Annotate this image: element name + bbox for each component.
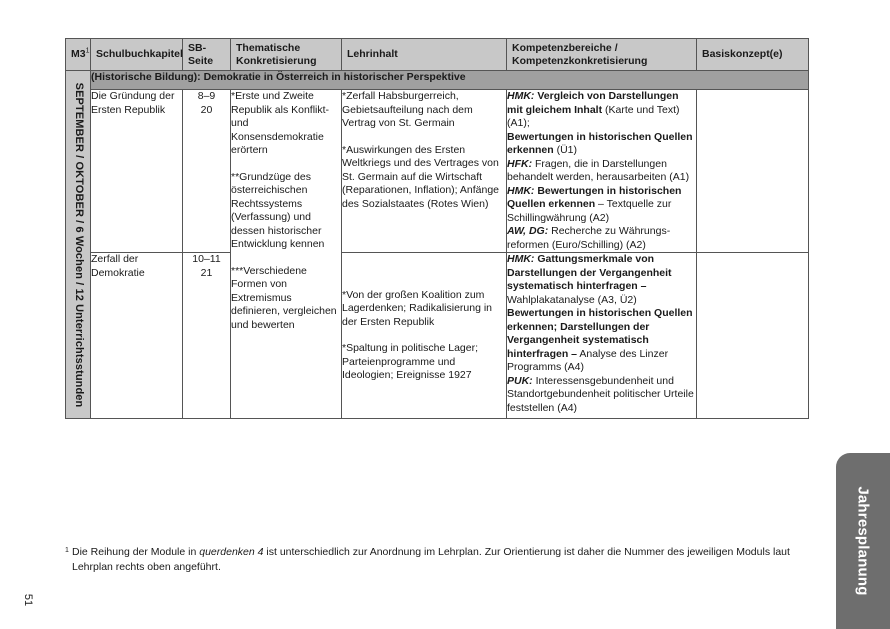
lehrinhalt-cell bbox=[342, 253, 507, 419]
kompetenz-cell bbox=[507, 253, 697, 419]
footnote-text: Die Reihung der Module in querdenken 4 ist unterschiedlich zur Anordnung im Lehrplan. Zur Orientierung ist daher die Nummer des jeweiligen Moduls laut Lehrplan rechts oben angeführt. bbox=[72, 546, 790, 573]
page-cell: 10–11 21 bbox=[183, 253, 231, 419]
kompetenz-line: HMK: Gattungsmerkmale von Darstellungen der Vergangenheit systematisch hinterfragen – Wahlplakatanalyse (A3, Ü2) bbox=[507, 253, 672, 306]
kompetenz-line: HFK: Fragen, die in Darstellungen behandelt werden, herausarbeiten (A1) bbox=[507, 157, 690, 183]
lehrinhalt-item: *Auswirkungen des Ersten Weltkriegs und des Vertrages von St. Germain auf die Wirtschaft (Reparationen, Inflation); Anfänge des Sozialstaates (Rotes Wien) bbox=[342, 143, 500, 210]
thematic-cell bbox=[231, 90, 342, 419]
footnote bbox=[65, 545, 815, 575]
header-basiskonzepte: Basiskonzept(e) bbox=[697, 39, 809, 71]
year-plan-table bbox=[65, 38, 809, 419]
kompetenz-line: Bewertungen in historischen Quellen erkennen (Ü1) bbox=[507, 130, 693, 156]
chapter-cell: Die Gründung der Ersten Republik bbox=[91, 90, 183, 253]
header-schulbuchkapitel: Schulbuchkapitel bbox=[91, 39, 183, 71]
kompetenz-line: Bewertungen in historischen Quellen erkennen; Darstellungen der Vergangenheit systematisch hinterfragen – Analyse des Linzer Programms (A4) bbox=[507, 307, 693, 373]
lehrinhalt-item: *Spaltung in politische Lager; Parteienprogramme und Ideologien; Ereignisse 1927 bbox=[342, 342, 479, 381]
page-cell: 8–9 20 bbox=[183, 90, 231, 253]
kompetenz-line: AW, DG: Recherche zu Währungs-reformen (Euro/Schilling) (A2) bbox=[507, 225, 671, 251]
footnote-mark: 1 bbox=[65, 547, 69, 554]
table-row bbox=[66, 90, 809, 253]
month-label: SEPTEMBER / OKTOBER / 6 Wochen / 12 Unterrichtsstunden bbox=[72, 82, 85, 407]
section-title: (Historische Bildung): Demokratie in Österreich in historischer Perspektive bbox=[91, 71, 809, 90]
page-number: 51 bbox=[22, 593, 35, 607]
kompetenz-cell bbox=[507, 90, 697, 253]
kompetenz-line: HMK: Bewertungen in historischen Quellen erkennen – Textquelle zur Schillingwährung (A2) bbox=[507, 184, 682, 224]
header-thematische-konkretisierung: Thematische Konkretisierung bbox=[231, 39, 342, 71]
month-cell bbox=[66, 71, 91, 419]
header-sb-seite: SB-Seite bbox=[183, 39, 231, 71]
basiskonzept-cell bbox=[697, 90, 809, 253]
section-row bbox=[66, 71, 809, 90]
thematic-item: ***Verschiedene Formen von Extremismus definieren, vergleichen und bewerten bbox=[231, 264, 337, 331]
lehrinhalt-cell bbox=[342, 90, 507, 253]
header-lehrinhalt: Lehrinhalt bbox=[342, 39, 507, 71]
section-tab-label: Jahresplanung bbox=[854, 486, 872, 596]
kompetenz-line: HMK: Vergleich von Darstellungen mit gleichem Inhalt (Karte und Text) (A1); bbox=[507, 90, 680, 129]
thematic-item: **Grundzüge des österreichischen Rechtssystems (Verfassung) und dessen historischer Entwicklung kennen bbox=[231, 170, 325, 250]
thematic-item: *Erste und Zweite Republik als Konflikt- und Konsensdemokratie erörtern bbox=[231, 90, 330, 156]
table-row bbox=[66, 253, 809, 419]
lehrinhalt-item: *Von der großen Koalition zum Lagerdenken; Radikalisierung in der Ersten Republik bbox=[342, 288, 493, 328]
basiskonzept-cell bbox=[697, 253, 809, 419]
header-row bbox=[66, 39, 809, 71]
section-tab bbox=[836, 453, 890, 629]
header-m3: $M3^1$ bbox=[66, 39, 91, 71]
chapter-cell: Zerfall der Demokratie bbox=[91, 253, 183, 419]
lehrinhalt-item: *Zerfall Habsburgerreich, Gebietsaufteilung nach dem Vertrag von St. Germain bbox=[342, 90, 473, 129]
kompetenz-line: PUK: Interessensgebundenheit und Standortgebundenheit politischer Urteile feststellen (A4) bbox=[507, 374, 694, 414]
header-kompetenzbereiche: Kompetenzbereiche / Kompetenzkonkretisierung bbox=[507, 39, 697, 71]
